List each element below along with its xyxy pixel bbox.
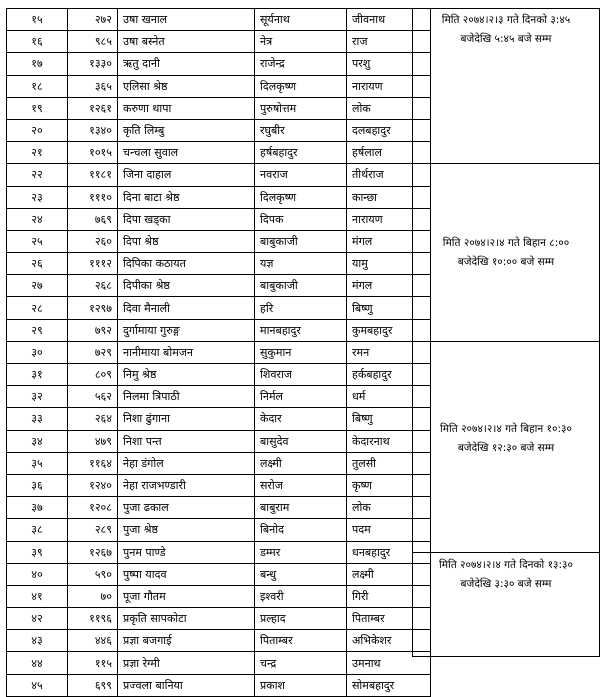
candidate-name-cell: प्रज्ञा बजगाई — [118, 630, 255, 652]
candidate-name-cell: चन्चला सुवाल — [118, 142, 255, 164]
candidate-name-cell: दिपा श्रेष्ठ — [118, 230, 255, 252]
serial-number-cell: ४३ — [7, 630, 68, 652]
grandfather-name-cell: कुमबहादुर — [347, 319, 431, 341]
father-name-cell: राजेन्द्र — [255, 53, 347, 75]
table-row — [7, 652, 431, 674]
serial-number-cell: १६ — [7, 31, 68, 53]
serial-number-cell: ३९ — [7, 541, 68, 563]
roll-number-cell: १२०८ — [68, 497, 118, 519]
candidate-table-body — [7, 9, 431, 697]
father-name-cell: यज्ञ — [255, 253, 347, 275]
grandfather-name-cell: दलबहादुर — [347, 119, 431, 141]
serial-number-cell: १५ — [7, 9, 68, 31]
grandfather-name-cell: मंगल — [347, 230, 431, 252]
roll-number-cell: १२६७ — [68, 541, 118, 563]
schedule-cell — [413, 342, 600, 553]
table-row — [7, 319, 431, 341]
serial-number-cell: २० — [7, 119, 68, 141]
candidate-name-cell: प्रज्ञा रेग्मी — [118, 652, 255, 674]
roll-number-cell: ९८५ — [68, 31, 118, 53]
serial-number-cell: ३१ — [7, 364, 68, 386]
grandfather-name-cell: अभिकेशर — [347, 630, 431, 652]
roll-number-cell: ११५ — [68, 652, 118, 674]
table-row — [7, 208, 431, 230]
grandfather-name-cell: लोक — [347, 97, 431, 119]
schedule-group-2 — [413, 164, 600, 342]
father-name-cell: नेत्र — [255, 31, 347, 53]
roll-number-cell: ५६२ — [68, 386, 118, 408]
grandfather-name-cell: लक्ष्मी — [347, 563, 431, 585]
candidate-table — [6, 8, 431, 697]
candidate-name-cell: पूजा गौतम — [118, 585, 255, 607]
grandfather-name-cell: कान्छा — [347, 186, 431, 208]
father-name-cell: बाबुराम — [255, 497, 347, 519]
table-row — [7, 474, 431, 496]
candidate-name-cell: पुजा ढकाल — [118, 497, 255, 519]
roll-number-cell: ७२९ — [68, 341, 118, 363]
serial-number-cell: ४१ — [7, 585, 68, 607]
table-row — [7, 75, 431, 97]
serial-number-cell: २७ — [7, 275, 68, 297]
roll-number-cell: ७६९ — [68, 208, 118, 230]
serial-number-cell: ४४ — [7, 652, 68, 674]
father-name-cell: बाबुकाजी — [255, 230, 347, 252]
candidate-name-cell: निशा पन्त — [118, 430, 255, 452]
father-name-cell: सूर्यनाथ — [255, 9, 347, 31]
table-row — [7, 541, 431, 563]
candidate-name-cell: पुष्पा यादव — [118, 563, 255, 585]
roll-number-cell: २६८ — [68, 275, 118, 297]
serial-number-cell: २६ — [7, 253, 68, 275]
schedule-cell — [413, 553, 600, 657]
grandfather-name-cell: धर्म — [347, 386, 431, 408]
roll-number-cell: २६४ — [68, 408, 118, 430]
schedule-group-3 — [413, 342, 600, 553]
roll-number-cell: ११९६ — [68, 608, 118, 630]
candidate-name-cell: दुर्गामाया गुरुङ्ग — [118, 319, 255, 341]
candidate-name-cell: नानीमाया बोमजन — [118, 341, 255, 363]
serial-number-cell: ४२ — [7, 608, 68, 630]
roll-number-cell: १११२ — [68, 253, 118, 275]
table-row — [7, 97, 431, 119]
serial-number-cell: २८ — [7, 297, 68, 319]
grandfather-name-cell: हर्षलाल — [347, 142, 431, 164]
father-name-cell: बाबुकाजी — [255, 275, 347, 297]
roll-number-cell: ५९० — [68, 563, 118, 585]
grandfather-name-cell: लोक — [347, 497, 431, 519]
roll-number-cell: १३४० — [68, 119, 118, 141]
candidate-name-cell: दिवा मैनाली — [118, 297, 255, 319]
grandfather-name-cell: पिताम्बर — [347, 608, 431, 630]
serial-number-cell: २४ — [7, 208, 68, 230]
table-row — [7, 186, 431, 208]
father-name-cell: मानबहादुर — [255, 319, 347, 341]
father-name-cell: दिपक — [255, 208, 347, 230]
father-name-cell: लक्ष्मी — [255, 452, 347, 474]
roll-number-cell: ४४६ — [68, 630, 118, 652]
father-name-cell: सरोज — [255, 474, 347, 496]
table-row — [7, 341, 431, 363]
grandfather-name-cell: राज — [347, 31, 431, 53]
candidate-name-cell: पुजा श्रेष्ठ — [118, 519, 255, 541]
roll-number-cell: ११८१ — [68, 164, 118, 186]
table-row — [7, 630, 431, 652]
table-row — [7, 430, 431, 452]
grandfather-name-cell: धनबहादुर — [347, 541, 431, 563]
candidate-name-cell: प्रकृति सापकोटा — [118, 608, 255, 630]
schedule-text: मिति २०७४।२।४ गते बिहान ८:०० बजेदेखि १०:०० बजे सम्म — [442, 237, 570, 268]
grandfather-name-cell: हर्कबहादुर — [347, 364, 431, 386]
grandfather-name-cell: नारायण — [347, 75, 431, 97]
candidate-name-cell: निशा ढुंगाना — [118, 408, 255, 430]
roll-number-cell: ४७९ — [68, 430, 118, 452]
table-row — [7, 164, 431, 186]
serial-number-cell: ४५ — [7, 674, 68, 696]
father-name-cell: रघुबीर — [255, 119, 347, 141]
candidate-name-cell: दिपिका कठायत — [118, 253, 255, 275]
serial-number-cell: ३२ — [7, 386, 68, 408]
grandfather-name-cell: तुलसी — [347, 452, 431, 474]
table-row — [7, 142, 431, 164]
schedule-group-1 — [413, 9, 600, 164]
father-name-cell: हरि — [255, 297, 347, 319]
schedule-cell — [413, 9, 600, 164]
father-name-cell: प्रल्हाद — [255, 608, 347, 630]
grandfather-name-cell: तीर्थराज — [347, 164, 431, 186]
table-row — [7, 497, 431, 519]
roll-number-cell: १०१५ — [68, 142, 118, 164]
candidate-name-cell: नेहा राजभण्डारी — [118, 474, 255, 496]
grandfather-name-cell: यामु — [347, 253, 431, 275]
father-name-cell: चन्द्र — [255, 652, 347, 674]
roll-number-cell: ७९२ — [68, 319, 118, 341]
grandfather-name-cell: परशु — [347, 53, 431, 75]
roll-number-cell: १३३० — [68, 53, 118, 75]
candidate-name-cell: दिना बाटा श्रेष्ठ — [118, 186, 255, 208]
table-row — [7, 275, 431, 297]
table-row — [7, 386, 431, 408]
candidate-name-cell: पुनम पाण्डे — [118, 541, 255, 563]
father-name-cell: शिवराज — [255, 364, 347, 386]
grandfather-name-cell: रमन — [347, 341, 431, 363]
father-name-cell: सुकुमान — [255, 341, 347, 363]
schedule-cell — [413, 164, 600, 342]
table-row — [7, 297, 431, 319]
table-row — [7, 253, 431, 275]
serial-number-cell: ४० — [7, 563, 68, 585]
serial-number-cell: १८ — [7, 75, 68, 97]
father-name-cell: इश्वरी — [255, 585, 347, 607]
grandfather-name-cell: उमनाथ — [347, 652, 431, 674]
father-name-cell: पिताम्बर — [255, 630, 347, 652]
table-row — [7, 563, 431, 585]
table-row — [7, 364, 431, 386]
roll-number-cell: १२९७ — [68, 297, 118, 319]
candidate-name-cell: निलमा त्रिपाठी — [118, 386, 255, 408]
candidate-name-cell: नेहा डंगोल — [118, 452, 255, 474]
roll-number-cell: १२४० — [68, 474, 118, 496]
table-row — [7, 9, 431, 31]
serial-number-cell: १९ — [7, 97, 68, 119]
schedule-text: मिति २०७४।२।३ गते दिनको ३:४५ बजेदेखि ५:४५ बजे सम्म — [441, 14, 571, 45]
serial-number-cell: ३३ — [7, 408, 68, 430]
grandfather-name-cell: कृष्ण — [347, 474, 431, 496]
roll-number-cell: २६० — [68, 230, 118, 252]
candidate-name-cell: निमु श्रेष्ठ — [118, 364, 255, 386]
table-row — [7, 408, 431, 430]
roll-number-cell: ७० — [68, 585, 118, 607]
serial-number-cell: २१ — [7, 142, 68, 164]
candidate-name-cell: उषा बस्नेत — [118, 31, 255, 53]
roll-number-cell: १११० — [68, 186, 118, 208]
grandfather-name-cell: बिष्णु — [347, 297, 431, 319]
grandfather-name-cell: पदम — [347, 519, 431, 541]
table-row — [7, 119, 431, 141]
table-row — [7, 674, 431, 696]
serial-number-cell: २९ — [7, 319, 68, 341]
candidate-name-cell: एलिसा श्रेष्ठ — [118, 75, 255, 97]
candidate-name-cell: उषा खनाल — [118, 9, 255, 31]
father-name-cell: बिनोद — [255, 519, 347, 541]
roll-number-cell: १२६१ — [68, 97, 118, 119]
exam-schedule-column — [412, 8, 600, 657]
roll-number-cell: २८९ — [68, 519, 118, 541]
serial-number-cell: २५ — [7, 230, 68, 252]
serial-number-cell: २२ — [7, 164, 68, 186]
father-name-cell: केदार — [255, 408, 347, 430]
schedule-text: मिति २०७४।२।४ गते बिहान १०:३० बजेदेखि १२:३० बजे सम्म — [440, 423, 572, 454]
father-name-cell: बासुदेव — [255, 430, 347, 452]
grandfather-name-cell: नारायण — [347, 208, 431, 230]
table-row — [7, 608, 431, 630]
serial-number-cell: १७ — [7, 53, 68, 75]
serial-number-cell: ३५ — [7, 452, 68, 474]
roll-number-cell: ६९९ — [68, 674, 118, 696]
father-name-cell: प्रकाश — [255, 674, 347, 696]
roll-number-cell: ११६४ — [68, 452, 118, 474]
grandfather-name-cell: केदारनाथ — [347, 430, 431, 452]
grandfather-name-cell: जीवनाथ — [347, 9, 431, 31]
candidate-name-cell: करुणा थापा — [118, 97, 255, 119]
candidate-name-cell: दिपीका श्रेष्ठ — [118, 275, 255, 297]
roll-number-cell: ८०९ — [68, 364, 118, 386]
roll-number-cell: ३६५ — [68, 75, 118, 97]
father-name-cell: हर्षबहादुर — [255, 142, 347, 164]
grandfather-name-cell: मंगल — [347, 275, 431, 297]
table-row — [7, 230, 431, 252]
grandfather-name-cell: बिष्णु — [347, 408, 431, 430]
candidate-name-cell: कृति लिम्बु — [118, 119, 255, 141]
grandfather-name-cell: गिरी — [347, 585, 431, 607]
table-row — [7, 519, 431, 541]
candidate-name-cell: दिपा खड्का — [118, 208, 255, 230]
father-name-cell: पुरुषोत्तम — [255, 97, 347, 119]
serial-number-cell: ३४ — [7, 430, 68, 452]
candidate-name-cell: जिना दाहाल — [118, 164, 255, 186]
father-name-cell: बन्धु — [255, 563, 347, 585]
father-name-cell: डम्मर — [255, 541, 347, 563]
candidate-name-cell: प्रज्वला बानिया — [118, 674, 255, 696]
serial-number-cell: ३८ — [7, 519, 68, 541]
table-row — [7, 53, 431, 75]
serial-number-cell: ३७ — [7, 497, 68, 519]
serial-number-cell: २३ — [7, 186, 68, 208]
candidate-name-cell: ऋतु दानी — [118, 53, 255, 75]
schedule-group-4 — [413, 553, 600, 657]
grandfather-name-cell: सोमबहादुर — [347, 674, 431, 696]
table-row — [7, 585, 431, 607]
table-row — [7, 452, 431, 474]
father-name-cell: दिलकृष्ण — [255, 75, 347, 97]
father-name-cell: दिलकृष्ण — [255, 186, 347, 208]
serial-number-cell: ३० — [7, 341, 68, 363]
schedule-text: मिति २०७४।२।४ गते दिनको १३:३० बजेदेखि ३:३० बजे सम्म — [439, 559, 573, 590]
table-row — [7, 31, 431, 53]
serial-number-cell: ३६ — [7, 474, 68, 496]
father-name-cell: निर्मल — [255, 386, 347, 408]
father-name-cell: नवराज — [255, 164, 347, 186]
roll-number-cell: २७२ — [68, 9, 118, 31]
